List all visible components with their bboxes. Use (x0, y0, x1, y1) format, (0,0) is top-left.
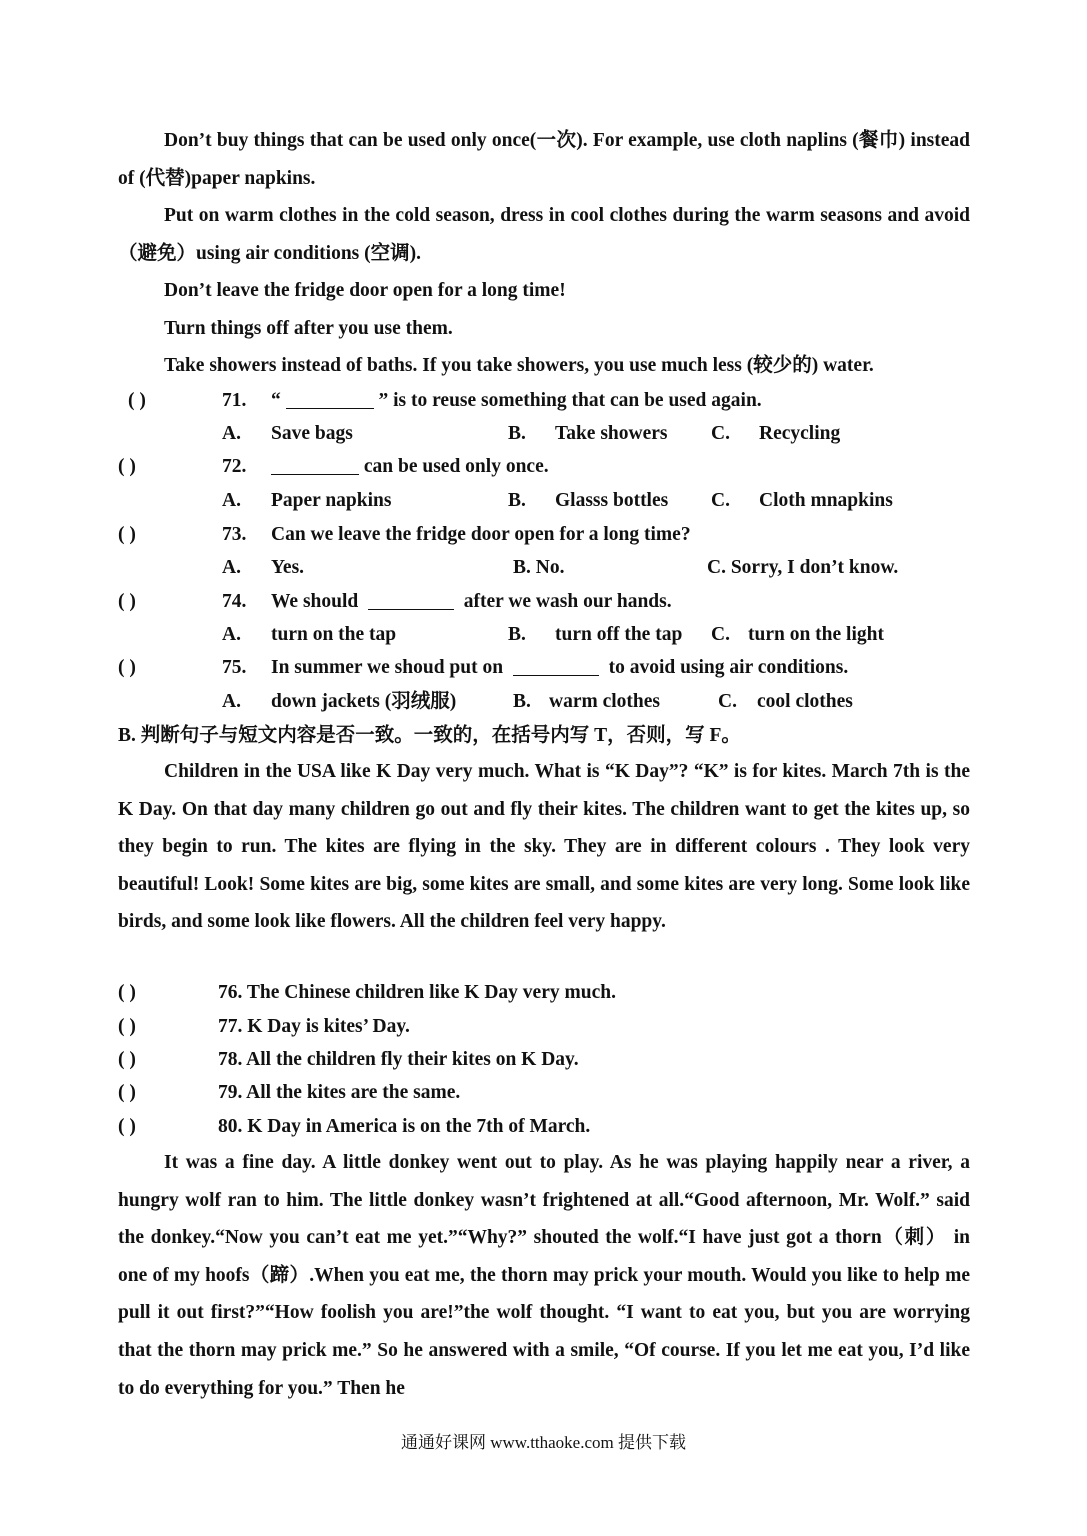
answer-bracket[interactable]: ( ) (128, 390, 146, 411)
option-b: warm clothes (549, 691, 661, 712)
answer-bracket[interactable]: ( ) (118, 1082, 136, 1103)
option-label: B. (508, 490, 526, 511)
answer-bracket[interactable]: ( ) (118, 591, 136, 612)
option-b: turn off the tap (555, 624, 683, 645)
option-label: B. (513, 691, 531, 712)
passage-a-paragraph-3: Don’t leave the fridge door open for a long time! (164, 280, 566, 301)
option-label: A. (222, 423, 241, 444)
passage-a-paragraph-4: Turn things off after you use them. (164, 318, 453, 339)
option-a: Yes. (271, 557, 305, 578)
passage-a-paragraph-2: Put on warm clothes in the cold season, dress in cool clothes during the warm seasons and avoid（避免）using air conditions (空调). (118, 205, 970, 264)
option-label: B. (508, 423, 526, 444)
passage-c: It was a fine day. A little donkey went out to play. As he was playing happily near a river, a hungry wolf ran to him. The little donkey wasn’t frightened at all.“Good afternoon, Mr. Wolf.” said the donkey.“Now you can’t eat me yet.”“Why?” shouted the wolf.“I have just got a thorn（刺） in one of my hoofs（蹄）.When you eat me, the thorn may prick your mouth. Would you like to help me pull it out first?”“How foolish you are!”the wolf thought. “I want to eat you, but you are worrying that the thorn may prick me.” So he answered with a smile, “Of course. If you let me eat you, I’d like to do everything for you.” Then he (118, 1152, 970, 1399)
answer-blank (271, 454, 359, 475)
option-label: A. (222, 691, 241, 712)
question-73-text: Can we leave the fridge door open for a long time? (271, 524, 691, 545)
option-a: Save bags (271, 423, 353, 444)
statement: 76. The Chinese children like K Day very much. (218, 982, 616, 1003)
option-c: Recycling (759, 423, 841, 444)
statement: 80. K Day in America is on the 7th of March. (218, 1116, 591, 1137)
option-label: C. (718, 691, 737, 712)
question-number: 72. (222, 456, 247, 477)
answer-bracket[interactable]: ( ) (118, 1116, 136, 1137)
answer-bracket[interactable]: ( ) (118, 1049, 136, 1070)
passage-a-paragraph-1: Don’t buy things that can be used only once(一次). For example, use cloth naplins (餐巾) instead of (代替)paper napkins. (118, 130, 970, 189)
option-label: A. (222, 624, 241, 645)
statement: 79. All the kites are the same. (218, 1082, 461, 1103)
answer-bracket[interactable]: ( ) (118, 657, 136, 678)
page-footer: 通通好课网 www.tthaoke.com 提供下载 (400, 1433, 687, 1452)
answer-bracket[interactable]: ( ) (118, 524, 136, 545)
option-label: C. (711, 624, 730, 645)
question-72-text: can be used only once. (271, 453, 549, 481)
option-a: turn on the tap (271, 624, 397, 645)
option-c: cool clothes (757, 691, 853, 712)
option-label: A. (222, 557, 241, 578)
answer-blank (368, 589, 454, 610)
passage-a-paragraph-5: Take showers instead of baths. If you take showers, you use much less (较少的) water. (164, 355, 874, 376)
question-number: 73. (222, 524, 247, 545)
answer-bracket[interactable]: ( ) (118, 1016, 136, 1037)
option-b: Take showers (555, 423, 668, 444)
question-74-text: We should after we wash our hands. (271, 591, 672, 612)
option-c: Cloth mnapkins (759, 490, 893, 511)
option-c: turn on the light (748, 624, 884, 645)
answer-bracket[interactable]: ( ) (118, 456, 136, 477)
answer-bracket[interactable]: ( ) (118, 982, 136, 1003)
option-a: Paper napkins (271, 490, 392, 511)
option-label: B. (508, 624, 526, 645)
option-c: C. Sorry, I don’t know. (707, 557, 899, 578)
option-a: down jackets (羽绒服) (271, 691, 457, 712)
statement: 78. All the children fly their kites on K Day. (218, 1049, 579, 1070)
answer-blank (513, 655, 599, 676)
section-b-heading: B. 判断句子与短文内容是否一致。一致的，在括号内写 T，否则，写 F。 (118, 725, 741, 746)
option-b: B. No. (513, 557, 565, 578)
statement: 77. K Day is kites’ Day. (218, 1016, 410, 1037)
section-b-passage: Children in the USA like K Day very much. What is “K Day”? “K” is for kites. March 7th is the K Day. On that day many children go out and fly their kites. The children want to get the kites up, so they begin to run. The kites are flying in the sky. They are in different colours . They look very beautiful! Look! Some kites are big, some kites are small, and some kites are very long. Some look like birds, and some look like flowers. All the children feel very happy. (118, 761, 970, 933)
answer-blank (286, 388, 374, 409)
option-label: C. (711, 423, 730, 444)
question-75-text: In summer we shoud put on to avoid using air conditions. (271, 657, 849, 678)
question-number: 74. (222, 591, 247, 612)
option-label: A. (222, 490, 241, 511)
question-number: 71. (222, 390, 247, 411)
option-b: Glasss bottles (555, 490, 669, 511)
question-71-text: “ ” is to reuse something that can be used again. (271, 390, 762, 411)
question-number: 75. (222, 657, 247, 678)
option-label: C. (711, 490, 730, 511)
